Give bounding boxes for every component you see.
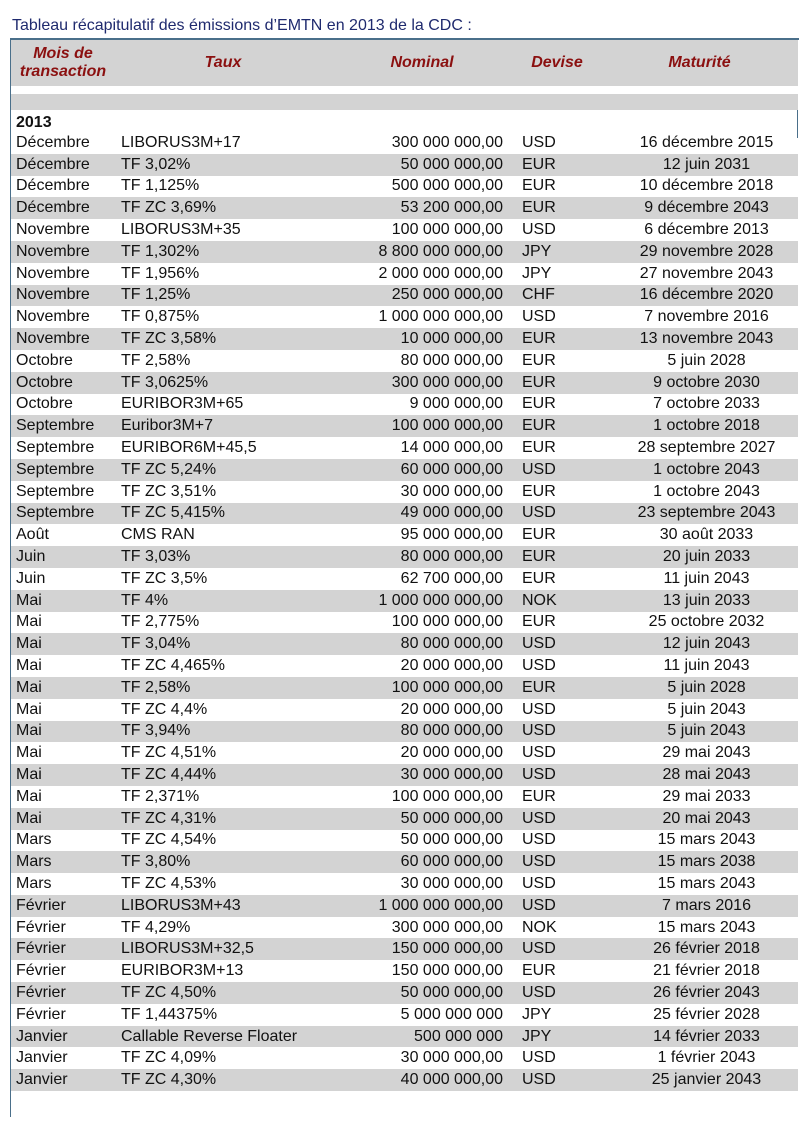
table-row bbox=[11, 285, 798, 307]
cell-mois: Janvier bbox=[11, 1069, 115, 1091]
cell-maturite: 25 février 2028 bbox=[653, 1005, 760, 1023]
cell-nominal: 8 800 000 000,00 bbox=[331, 241, 513, 263]
cell-devise: USD bbox=[522, 657, 556, 675]
cell-maturite: 5 juin 2043 bbox=[601, 721, 798, 743]
header-maturite: Maturité bbox=[601, 40, 798, 86]
table-row bbox=[11, 241, 798, 263]
table-row bbox=[11, 655, 798, 677]
table-row bbox=[11, 699, 798, 721]
cell-devise: NOK bbox=[522, 918, 557, 936]
cell-devise: USD bbox=[522, 831, 556, 849]
cell-mois: Mai bbox=[16, 744, 42, 762]
cell-devise: EUR bbox=[513, 154, 601, 176]
cell-taux: TF 1,44375% bbox=[121, 1005, 218, 1023]
cell-maturite: 15 mars 2043 bbox=[657, 874, 756, 892]
cell-mois: Novembre bbox=[16, 221, 90, 239]
table-row bbox=[11, 612, 798, 634]
cell-devise: EUR bbox=[522, 569, 556, 587]
cell-devise: CHF bbox=[513, 285, 601, 307]
cell-nominal: 300 000 000,00 bbox=[391, 918, 503, 936]
cell-taux: EURIBOR3M+13 bbox=[121, 962, 244, 980]
cell-maturite: 1 février 2043 bbox=[657, 1049, 756, 1067]
table-row bbox=[11, 895, 798, 917]
cell-devise: JPY bbox=[513, 1026, 601, 1048]
cell-taux: TF ZC 4,54% bbox=[121, 831, 217, 849]
cell-maturite: 29 mai 2033 bbox=[662, 787, 751, 805]
cell-taux: TF 2,58% bbox=[121, 351, 191, 369]
table-row bbox=[11, 350, 798, 372]
cell-mois: Septembre bbox=[11, 415, 115, 437]
cell-taux: TF 3,04% bbox=[115, 633, 331, 655]
table-row bbox=[11, 154, 798, 176]
cell-taux: TF ZC 5,24% bbox=[115, 459, 331, 481]
cell-nominal: 1 000 000 000,00 bbox=[378, 308, 503, 326]
cell-maturite: 26 février 2043 bbox=[601, 982, 798, 1004]
table-row bbox=[11, 197, 798, 219]
cell-maturite: 30 août 2033 bbox=[659, 526, 754, 544]
cell-maturite: 20 mai 2043 bbox=[601, 808, 798, 830]
cell-devise: USD bbox=[522, 1049, 556, 1067]
cell-taux: TF ZC 4,31% bbox=[115, 808, 331, 830]
table-row bbox=[11, 524, 798, 546]
cell-taux: TF ZC 3,58% bbox=[115, 328, 331, 350]
cell-maturite: 14 février 2033 bbox=[601, 1026, 798, 1048]
cell-taux: TF ZC 3,5% bbox=[121, 569, 208, 587]
cell-nominal: 30 000 000,00 bbox=[400, 482, 503, 500]
cell-devise: USD bbox=[522, 308, 556, 326]
cell-maturite: 28 septembre 2027 bbox=[637, 439, 776, 457]
cell-taux: TF 3,94% bbox=[115, 721, 331, 743]
cell-nominal: 250 000 000,00 bbox=[331, 285, 513, 307]
cell-devise: EUR bbox=[513, 677, 601, 699]
cell-maturite: 1 octobre 2043 bbox=[653, 482, 760, 500]
cell-taux: TF 2,775% bbox=[121, 613, 200, 631]
cell-mois: Mai bbox=[11, 764, 115, 786]
table-row bbox=[11, 851, 798, 873]
cell-taux: TF 1,302% bbox=[115, 241, 331, 263]
cell-nominal: 300 000 000,00 bbox=[331, 372, 513, 394]
cell-taux: TF ZC 4,51% bbox=[121, 744, 217, 762]
table-row bbox=[11, 328, 798, 350]
table-row bbox=[11, 503, 798, 525]
cell-mois: Mai bbox=[11, 677, 115, 699]
cell-devise: EUR bbox=[513, 328, 601, 350]
cell-taux: Callable Reverse Floater bbox=[115, 1026, 331, 1048]
cell-taux: TF 1,125% bbox=[121, 177, 200, 195]
cell-nominal: 1 000 000 000,00 bbox=[331, 895, 513, 917]
spacer-row bbox=[11, 94, 798, 110]
cell-nominal: 100 000 000,00 bbox=[391, 221, 503, 239]
table-row bbox=[11, 830, 798, 852]
cell-taux: TF ZC 4,30% bbox=[115, 1069, 331, 1091]
cell-devise: USD bbox=[522, 133, 556, 151]
cell-mois: Mars bbox=[11, 851, 115, 873]
cell-mois: Mai bbox=[11, 590, 115, 612]
cell-maturite: 29 novembre 2028 bbox=[601, 241, 798, 263]
table-row bbox=[11, 721, 798, 743]
cell-mois: Octobre bbox=[16, 351, 73, 369]
cell-devise: NOK bbox=[513, 590, 601, 612]
cell-taux: TF 4% bbox=[115, 590, 331, 612]
cell-maturite: 7 mars 2016 bbox=[601, 895, 798, 917]
cell-devise: USD bbox=[522, 744, 556, 762]
cell-devise: EUR bbox=[522, 962, 556, 980]
cell-nominal: 20 000 000,00 bbox=[400, 700, 503, 718]
table-body bbox=[11, 132, 798, 1091]
cell-devise: EUR bbox=[522, 351, 556, 369]
cell-maturite: 12 juin 2031 bbox=[601, 154, 798, 176]
cell-maturite: 21 février 2018 bbox=[653, 962, 760, 980]
cell-nominal: 300 000 000,00 bbox=[391, 133, 503, 151]
cell-devise: EUR bbox=[522, 526, 556, 544]
cell-nominal: 100 000 000,00 bbox=[331, 677, 513, 699]
cell-maturite: 15 mars 2043 bbox=[657, 831, 756, 849]
cell-mois: Février bbox=[11, 938, 115, 960]
cell-mois: Novembre bbox=[16, 264, 90, 282]
cell-nominal: 50 000 000,00 bbox=[400, 831, 503, 849]
cell-maturite: 20 juin 2033 bbox=[601, 546, 798, 568]
cell-devise: USD bbox=[513, 633, 601, 655]
table-row bbox=[11, 459, 798, 481]
cell-taux: TF ZC 4,09% bbox=[121, 1049, 217, 1067]
cell-nominal: 150 000 000,00 bbox=[331, 938, 513, 960]
cell-devise: USD bbox=[513, 851, 601, 873]
cell-maturite: 15 mars 2038 bbox=[601, 851, 798, 873]
cell-nominal: 40 000 000,00 bbox=[331, 1069, 513, 1091]
cell-devise: USD bbox=[513, 764, 601, 786]
cell-taux: TF 1,25% bbox=[115, 285, 331, 307]
cell-maturite: 23 septembre 2043 bbox=[601, 503, 798, 525]
cell-devise: JPY bbox=[522, 1005, 552, 1023]
cell-nominal: 100 000 000,00 bbox=[331, 415, 513, 437]
cell-taux: Euribor3M+7 bbox=[115, 415, 331, 437]
table-row bbox=[11, 982, 798, 1004]
cell-nominal: 49 000 000,00 bbox=[331, 503, 513, 525]
emtn-table bbox=[11, 40, 798, 1091]
table-row bbox=[11, 1026, 798, 1048]
table-row bbox=[11, 394, 798, 416]
cell-mois: Mai bbox=[16, 787, 42, 805]
cell-devise: EUR bbox=[513, 197, 601, 219]
cell-maturite: 29 mai 2043 bbox=[662, 744, 751, 762]
cell-nominal: 10 000 000,00 bbox=[331, 328, 513, 350]
cell-nominal: 30 000 000,00 bbox=[400, 1049, 503, 1067]
cell-devise: EUR bbox=[522, 613, 556, 631]
table-row bbox=[11, 938, 798, 960]
cell-maturite: 1 octobre 2018 bbox=[601, 415, 798, 437]
cell-maturite: 11 juin 2043 bbox=[663, 657, 750, 675]
header-nominal: Nominal bbox=[331, 40, 513, 86]
cell-nominal: 150 000 000,00 bbox=[391, 962, 503, 980]
cell-nominal: 53 200 000,00 bbox=[331, 197, 513, 219]
cell-maturite: 7 novembre 2016 bbox=[644, 308, 769, 326]
cell-maturite: 7 octobre 2033 bbox=[653, 395, 760, 413]
cell-nominal: 1 000 000 000,00 bbox=[331, 590, 513, 612]
cell-devise: EUR bbox=[513, 415, 601, 437]
cell-mois: Août bbox=[16, 526, 49, 544]
cell-taux: TF 3,0625% bbox=[115, 372, 331, 394]
cell-mois: Novembre bbox=[16, 308, 90, 326]
cell-maturite: 16 décembre 2015 bbox=[639, 133, 774, 151]
cell-mois: Décembre bbox=[16, 133, 90, 151]
cell-taux: EURIBOR3M+65 bbox=[121, 395, 244, 413]
header-devise: Devise bbox=[513, 40, 601, 86]
cell-nominal: 500 000 000 bbox=[331, 1026, 513, 1048]
cell-nominal: 14 000 000,00 bbox=[400, 439, 503, 457]
cell-devise: EUR bbox=[513, 546, 601, 568]
cell-devise: USD bbox=[513, 808, 601, 830]
cell-nominal: 62 700 000,00 bbox=[400, 569, 503, 587]
table-row bbox=[11, 960, 798, 982]
table-row bbox=[11, 306, 798, 328]
cell-mois: Février bbox=[16, 1005, 66, 1023]
cell-maturite: 15 mars 2043 bbox=[657, 918, 756, 936]
year-label: 2013 bbox=[16, 114, 52, 131]
cell-mois: Février bbox=[16, 962, 66, 980]
cell-nominal: 9 000 000,00 bbox=[409, 395, 503, 413]
table-row bbox=[11, 742, 798, 764]
table-row bbox=[11, 808, 798, 830]
cell-nominal: 30 000 000,00 bbox=[331, 764, 513, 786]
cell-maturite: 12 juin 2043 bbox=[601, 633, 798, 655]
cell-nominal: 80 000 000,00 bbox=[331, 546, 513, 568]
table-row bbox=[11, 415, 798, 437]
cell-mois: Décembre bbox=[11, 154, 115, 176]
cell-taux: TF ZC 3,69% bbox=[115, 197, 331, 219]
cell-mois: Novembre bbox=[11, 285, 115, 307]
cell-taux: LIBORUS3M+17 bbox=[121, 133, 241, 151]
cell-taux: TF ZC 5,415% bbox=[115, 503, 331, 525]
cell-taux: TF 0,875% bbox=[121, 308, 200, 326]
cell-maturite: 13 juin 2033 bbox=[601, 590, 798, 612]
cell-mois: Janvier bbox=[11, 1026, 115, 1048]
cell-taux: TF 2,371% bbox=[121, 787, 200, 805]
cell-maturite: 25 octobre 2032 bbox=[648, 613, 765, 631]
cell-mois: Novembre bbox=[11, 328, 115, 350]
table-row bbox=[11, 546, 798, 568]
cell-mois: Mai bbox=[16, 657, 42, 675]
cell-mois: Mai bbox=[11, 721, 115, 743]
cell-mois: Mai bbox=[11, 808, 115, 830]
cell-mois: Janvier bbox=[16, 1049, 68, 1067]
cell-devise: USD bbox=[513, 938, 601, 960]
table-row bbox=[11, 1047, 798, 1069]
cell-maturite: 5 juin 2043 bbox=[667, 700, 746, 718]
cell-mois: Décembre bbox=[16, 177, 90, 195]
table-row bbox=[11, 786, 798, 808]
cell-nominal: 50 000 000,00 bbox=[331, 808, 513, 830]
cell-maturite: 5 juin 2028 bbox=[601, 677, 798, 699]
cell-devise: USD bbox=[513, 1069, 601, 1091]
cell-devise: EUR bbox=[522, 177, 556, 195]
cell-taux: TF 3,03% bbox=[115, 546, 331, 568]
page-title: Tableau récapitulatif des émissions d’EMTN en 2013 de la CDC : bbox=[12, 17, 472, 34]
cell-taux: TF 2,58% bbox=[115, 677, 331, 699]
cell-maturite: 16 décembre 2020 bbox=[601, 285, 798, 307]
cell-maturite: 25 janvier 2043 bbox=[601, 1069, 798, 1091]
cell-nominal: 20 000 000,00 bbox=[400, 744, 503, 762]
cell-mois: Septembre bbox=[16, 439, 95, 457]
cell-maturite: 9 décembre 2043 bbox=[601, 197, 798, 219]
cell-nominal: 60 000 000,00 bbox=[331, 851, 513, 873]
cell-mois: Février bbox=[16, 918, 66, 936]
cell-devise: USD bbox=[522, 221, 556, 239]
table-row bbox=[11, 590, 798, 612]
cell-nominal: 80 000 000,00 bbox=[400, 351, 503, 369]
cell-taux: EURIBOR6M+45,5 bbox=[121, 439, 257, 457]
cell-devise: EUR bbox=[522, 395, 556, 413]
table-row bbox=[11, 764, 798, 786]
year-row bbox=[11, 110, 798, 132]
cell-nominal: 500 000 000,00 bbox=[391, 177, 503, 195]
cell-nominal: 80 000 000,00 bbox=[331, 721, 513, 743]
cell-devise: EUR bbox=[522, 482, 556, 500]
cell-devise: JPY bbox=[513, 241, 601, 263]
cell-devise: USD bbox=[513, 721, 601, 743]
cell-mois: Novembre bbox=[11, 241, 115, 263]
cell-maturite: 9 octobre 2030 bbox=[601, 372, 798, 394]
cell-taux: TF ZC 4,4% bbox=[121, 700, 208, 718]
cell-nominal: 60 000 000,00 bbox=[331, 459, 513, 481]
cell-devise: USD bbox=[513, 459, 601, 481]
table-row bbox=[11, 677, 798, 699]
cell-devise: JPY bbox=[522, 264, 552, 282]
cell-nominal: 30 000 000,00 bbox=[400, 874, 503, 892]
cell-maturite: 26 février 2018 bbox=[601, 938, 798, 960]
cell-maturite: 11 juin 2043 bbox=[663, 569, 750, 587]
table-row bbox=[11, 1004, 798, 1026]
cell-devise: USD bbox=[513, 503, 601, 525]
cell-devise: EUR bbox=[522, 787, 556, 805]
cell-nominal: 50 000 000,00 bbox=[331, 982, 513, 1004]
cell-maturite: 5 juin 2028 bbox=[667, 351, 746, 369]
cell-taux: TF ZC 4,465% bbox=[121, 657, 226, 675]
table-header-row bbox=[11, 40, 798, 86]
cell-taux: CMS RAN bbox=[121, 526, 195, 544]
cell-taux: TF ZC 3,51% bbox=[121, 482, 217, 500]
table-row bbox=[11, 917, 798, 939]
cell-maturite: 13 novembre 2043 bbox=[601, 328, 798, 350]
cell-maturite: 6 décembre 2013 bbox=[644, 221, 769, 239]
table-row bbox=[11, 481, 798, 503]
table-row bbox=[11, 633, 798, 655]
cell-devise: EUR bbox=[522, 439, 556, 457]
cell-devise: USD bbox=[513, 895, 601, 917]
header-taux: Taux bbox=[115, 40, 331, 86]
cell-devise: EUR bbox=[513, 372, 601, 394]
cell-mois: Mai bbox=[16, 613, 42, 631]
table-row bbox=[11, 132, 798, 154]
cell-mois: Décembre bbox=[11, 197, 115, 219]
table-row bbox=[11, 219, 798, 241]
cell-devise: USD bbox=[522, 874, 556, 892]
cell-mois: Mars bbox=[16, 874, 52, 892]
cell-maturite: 1 octobre 2043 bbox=[601, 459, 798, 481]
cell-mois: Mars bbox=[16, 831, 52, 849]
cell-maturite: 28 mai 2043 bbox=[601, 764, 798, 786]
cell-taux: TF 4,29% bbox=[121, 918, 191, 936]
cell-nominal: 2 000 000 000,00 bbox=[378, 264, 503, 282]
cell-taux: LIBORUS3M+43 bbox=[115, 895, 331, 917]
cell-devise: USD bbox=[522, 700, 556, 718]
cell-devise: USD bbox=[513, 982, 601, 1004]
cell-mois: Mai bbox=[11, 633, 115, 655]
cell-maturite: 10 décembre 2018 bbox=[639, 177, 774, 195]
cell-nominal: 80 000 000,00 bbox=[331, 633, 513, 655]
cell-mois: Septembre bbox=[11, 459, 115, 481]
table-row bbox=[11, 176, 798, 198]
cell-nominal: 100 000 000,00 bbox=[391, 787, 503, 805]
cell-taux: TF 1,956% bbox=[121, 264, 200, 282]
cell-nominal: 50 000 000,00 bbox=[331, 154, 513, 176]
cell-taux: LIBORUS3M+35 bbox=[121, 221, 241, 239]
cell-maturite: 27 novembre 2043 bbox=[639, 264, 774, 282]
cell-nominal: 5 000 000 000 bbox=[400, 1005, 503, 1023]
spacer-row bbox=[11, 86, 798, 94]
cell-mois: Octobre bbox=[16, 395, 73, 413]
cell-taux: TF 3,80% bbox=[115, 851, 331, 873]
table-row bbox=[11, 1069, 798, 1091]
cell-nominal: 20 000 000,00 bbox=[400, 657, 503, 675]
cell-nominal: 100 000 000,00 bbox=[391, 613, 503, 631]
cell-taux: TF 3,02% bbox=[115, 154, 331, 176]
cell-mois: Juin bbox=[11, 546, 115, 568]
cell-mois: Juin bbox=[16, 569, 46, 587]
cell-taux: TF ZC 4,50% bbox=[115, 982, 331, 1004]
cell-mois: Mai bbox=[16, 700, 42, 718]
cell-taux: LIBORUS3M+32,5 bbox=[115, 938, 331, 960]
cell-mois: Octobre bbox=[11, 372, 115, 394]
table-row bbox=[11, 372, 798, 394]
table-row bbox=[11, 263, 798, 285]
cell-mois: Septembre bbox=[11, 503, 115, 525]
cell-taux: TF ZC 4,44% bbox=[115, 764, 331, 786]
table-row bbox=[11, 568, 798, 590]
header-mois: Mois de transaction bbox=[11, 40, 115, 86]
cell-nominal: 95 000 000,00 bbox=[400, 526, 503, 544]
table-row bbox=[11, 873, 798, 895]
cell-mois: Février bbox=[11, 982, 115, 1004]
cell-mois: Février bbox=[11, 895, 115, 917]
cell-taux: TF ZC 4,53% bbox=[121, 874, 217, 892]
cell-mois: Septembre bbox=[16, 482, 95, 500]
table-row bbox=[11, 437, 798, 459]
